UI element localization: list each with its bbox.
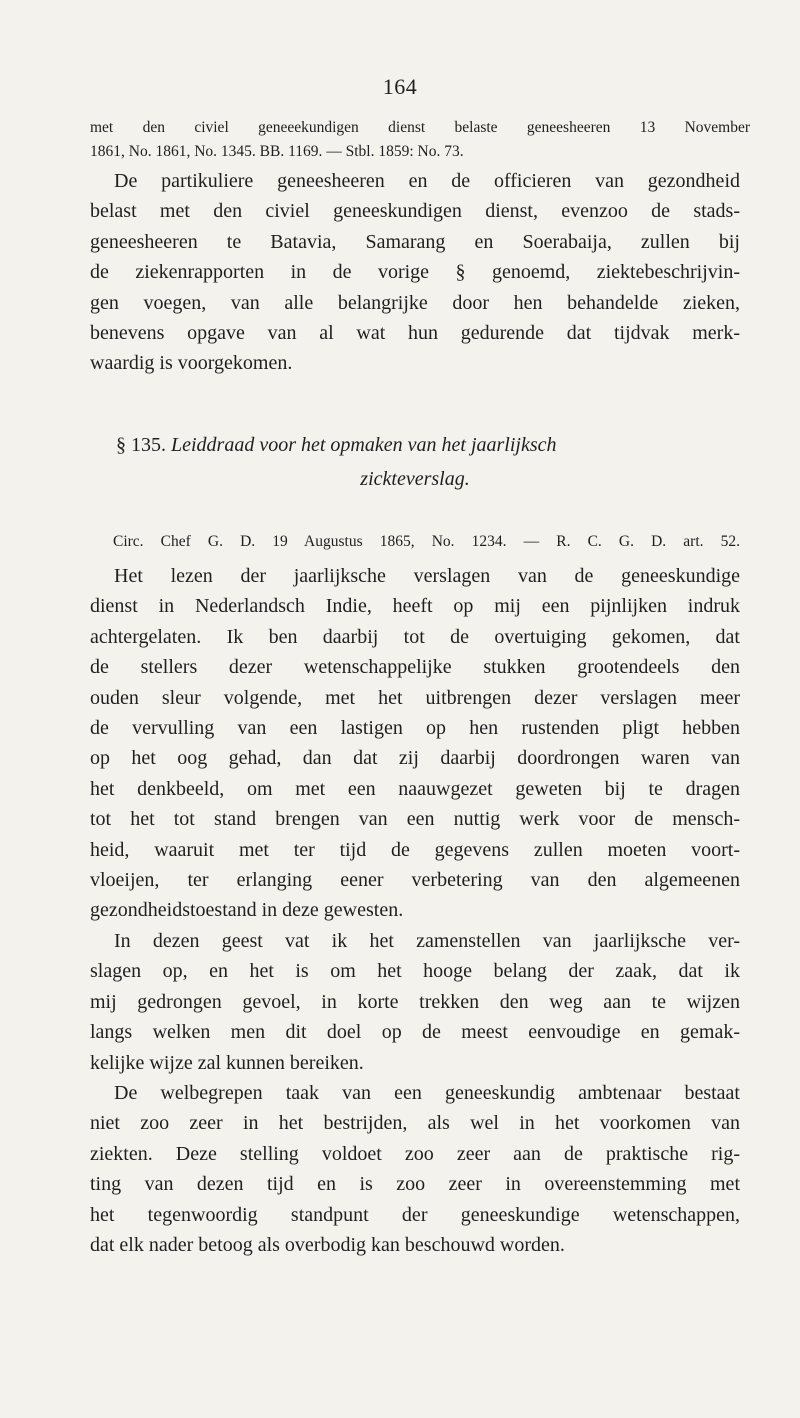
paragraph-line: In dezen geest vat ik het zamenstellen van jaarlijksche ver- <box>114 930 740 952</box>
paragraph-line: langs welken men dit doel op de meest eenvoudige en gemak- <box>90 1021 740 1044</box>
section-heading <box>90 428 740 496</box>
intro-citation <box>90 116 750 164</box>
paragraph-line: het denkbeeld, om met een naauwgezet geweten bij te dragen <box>90 777 740 800</box>
paragraph-4 <box>90 1078 740 1260</box>
paragraph-3 <box>90 926 740 1078</box>
paragraph-line: waardig is voorgekomen. <box>90 352 293 375</box>
paragraph-line: niet zoo zeer in het bestrijden, als wel in het voorkomen van <box>90 1112 740 1135</box>
paragraph-line: ziekten. Deze stelling voldoet zoo zeer aan de praktische rig- <box>90 1142 740 1165</box>
paragraph-line: het tegenwoordig standpunt der geneeskundige wetenschappen, <box>90 1203 740 1226</box>
paragraph-line: De partikuliere geneesheeren en de officieren van gezondheid <box>114 170 740 192</box>
paragraph-line: achtergelaten. Ik ben daarbij tot de overtuiging gekomen, dat <box>90 625 740 648</box>
paragraph-line: mij gedrongen gevoel, in korte trekken den weg aan te wijzen <box>90 990 740 1013</box>
paragraph-line: dienst in Nederlandsch Indie, heeft op mij een pijnlijken indruk <box>90 595 740 618</box>
paragraph-line: dat elk nader betoog als overbodig kan beschouwd worden. <box>90 1234 565 1257</box>
intro-citation-line: met den civiel geneeekundigen dienst belaste geneesheeren 13 November <box>90 119 750 136</box>
section-title-line-2: zickteverslag. <box>360 468 470 490</box>
section-title-line-1 <box>90 428 740 462</box>
paragraph-line: benevens opgave van al wat hun gedurende dat tijdvak merk- <box>90 322 740 345</box>
paragraph-line: slagen op, en het is om het hooge belang der zaak, dat ik <box>90 960 740 983</box>
paragraph-line: de ziekenrapporten in de vorige § genoemd, ziektebeschrijvin- <box>90 261 740 284</box>
paragraph-1 <box>90 166 740 379</box>
page-number: 164 <box>382 74 418 99</box>
paragraph-line: kelijke wijze zal kunnen bereiken. <box>90 1051 364 1074</box>
paragraph-line: ting van dezen tijd en is zoo zeer in overeenstemming met <box>90 1173 740 1196</box>
section-title: Leiddraad voor het opmaken van het jaarlijksch <box>171 434 557 456</box>
paragraph-line: de vervulling van een lastigen op hen rustenden pligt hebben <box>90 717 740 740</box>
paragraph-2 <box>90 561 740 926</box>
paragraph-line: gezondheidstoestand in deze gewesten. <box>90 899 404 922</box>
section-number: § 135. <box>116 434 166 456</box>
paragraph-line: belast met den civiel geneeskundigen dienst, evenzoo de stads- <box>90 200 740 223</box>
paragraph-line: de stellers dezer wetenschappelijke stukken grootendeels den <box>90 656 740 679</box>
paragraph-line: geneesheeren te Batavia, Samarang en Soerabaija, zullen bij <box>90 230 740 253</box>
paragraph-line: heid, waaruit met ter tijd de gegevens zullen moeten voort- <box>90 838 740 861</box>
paragraph-line: ouden sleur volgende, met het uitbrengen dezer verslagen meer <box>90 686 740 709</box>
paragraph-line: gen voegen, van alle belangrijke door hen behandelde zieken, <box>90 291 740 314</box>
paragraph-line: De welbegrepen taak van een geneeskundig ambtenaar bestaat <box>114 1082 740 1104</box>
paragraph-line: Het lezen der jaarlijksche verslagen van de geneeskundige <box>114 565 740 587</box>
paragraph-line: tot het tot stand brengen van een nuttig werk voor de mensch- <box>90 808 740 831</box>
paragraph-line: vloeijen, ter erlanging eener verbetering van den algemeenen <box>90 869 740 892</box>
intro-citation-line: 1861, No. 1861, No. 1345. BB. 1169. — Stbl. 1859: No. 73. <box>90 143 464 160</box>
circular-citation <box>113 530 740 554</box>
paragraph-line: op het oog gehad, dan dat zij daarbij doordrongen waren van <box>90 747 740 770</box>
circular-citation-line: Circ. Chef G. D. 19 Augustus 1865, No. 1234. — R. C. G. D. art. 52. <box>113 533 740 550</box>
